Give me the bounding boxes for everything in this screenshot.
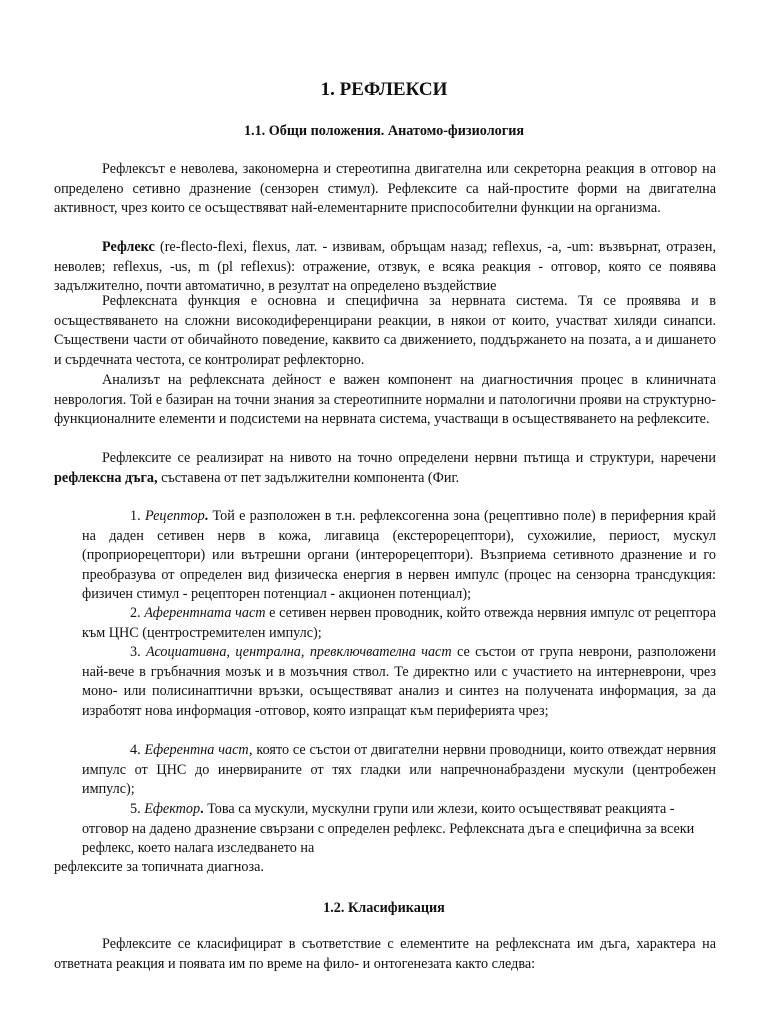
list-item-afferent [82,604,716,643]
reflex-arc-text-b: съставена от пет задължителни компонента (Фиг. [157,469,460,486]
section-heading-1-2: 1.2. Класификация [323,900,445,916]
term-receptor: Рецептор [144,508,205,524]
paragraph-classification: Рефлексите се класифицират в съответствие с елементите на рефлексната им дъга, характера на ответната реакция и появата им по време на фило- и онтогенезата както следва: [54,936,716,972]
term-reflex: Рефлекс [102,239,155,255]
list-item-text: Той е разположен в т.н. рефлексогенна зона (рецептивно поле) в периферния край на даден сетивен нерв в кожа, лигавица (екстерорецептори), сухожилие, периост, мускул (проприорецептори) или вътрешни органи (интерорецептори). Възприема сетивното дразнение и го преобразува от определен вид физическа енергия в нервен импулс (процес на сензорна трансдукция: физичен стимул - рецепторен потенциал - акционен потенциал); [82,508,717,603]
paragraph-reflex-etymology [54,238,716,297]
page-title: 1. РЕФЛЕКСИ [320,79,448,100]
paragraph-topical-diagnosis: рефлексите за топичната диагноза. [54,859,264,875]
paragraph-reflex-definition: Рефлексът е неволева, закономерна и стереотипна двигателна или секреторна реакция в отговор на определено сетивно дразнение (сензорен стимул). Рефлексите са най-простите форми на двигателна активност, чрез които се осъществяват най-елементарните приспособителни функции на организма. [54,161,716,217]
paragraph-reflex-analysis: Анализът на рефлексната дейност е важен компонент на диагностичния процес в клиничната неврология. Той е базиран на точни знания за стереотипните нормални и патологични прояви на структурно-функционалните елементи и подсистеми на нервната система, участващи в осъществяването на рефлексите. [54,372,716,428]
list-item-text: Това са мускули, мускулни групи или жлези, които осъществяват реакцията - отговор на дадено дразнение свързани с определен рефлекс. Рефлексната дъга е специфична за всеки рефлекс, което налага изследването на [82,801,695,857]
list-item-text: която се състои от двигателни нервни проводници, които отвеждат нервния импулс от ЦНС до инервираните от тях гладки или напречнонабраздени мускули (центробежен импулс); [82,742,717,798]
list-item-effector [82,800,722,859]
list-item-number: 4. [130,742,145,758]
term-efferent: Еферентна част, [144,742,253,758]
list-item-text: се състои от група неврони, разположени най-вече в гръбначния мозък и в мозъчния ствол. Те директно или с участието на интерневрони, чрез моно- или полисинаптични връзки, осъществяват анализ и синтез на получената информация, за да изработят нова информация -отговор, която изпращат към периферията чрез; [82,644,717,719]
term-suffix: . [204,508,209,524]
section-heading-1-1: 1.1. Общи положения. Анатомо-физиология [243,123,525,139]
list-item-number: 2. [130,605,145,621]
etymology-text: (re-flecto-flexi, flexus, лат. - извивам, обръщам назад; reflexus, -a, -um: възвърнат, отразен, неволев; reflexus, -us, m (pl reflexus): отражение, отзвук, е всяка реакция - отговор, която се появява задължително, почти автоматично, в резултат на определено въздействие [54,239,716,295]
list-item-receptor [82,507,716,605]
list-item-number: 3. [130,644,147,660]
term-reflex-arc: рефлексна дъга, [54,469,158,486]
term-afferent: Аферентната част [144,605,266,621]
term-associative: Асоциативна, централна, превключвателна част [146,644,452,660]
term-suffix: . [200,801,204,817]
list-item-number: 5. [130,801,145,817]
term-effector: Ефектор [144,801,201,817]
paragraph-reflex-function: Рефлексната функция е основна и специфична за нервната система. Тя се проявява и в осъществяването на сложни високодиференцирани реакции, в някои от които, участват хиляди синапси. Съществени части от обичайното поведение, каквито са движението, поддържането на позата, а и дишането и сърдечната честота, се контролират рефлекторно. [54,293,716,368]
list-item-number: 1. [130,508,145,524]
list-item-associative [82,643,716,721]
paragraph-reflex-arc [54,449,716,488]
list-item-text: е сетивен нервен проводник, който отвежда нервния импулс от рецептора към ЦНС (центростремителен импулс); [82,605,716,641]
reflex-arc-text-a: Рефлексите се реализират на нивото на точно определени нервни пътища и структури, наречени [102,450,716,466]
list-item-efferent [82,741,716,800]
